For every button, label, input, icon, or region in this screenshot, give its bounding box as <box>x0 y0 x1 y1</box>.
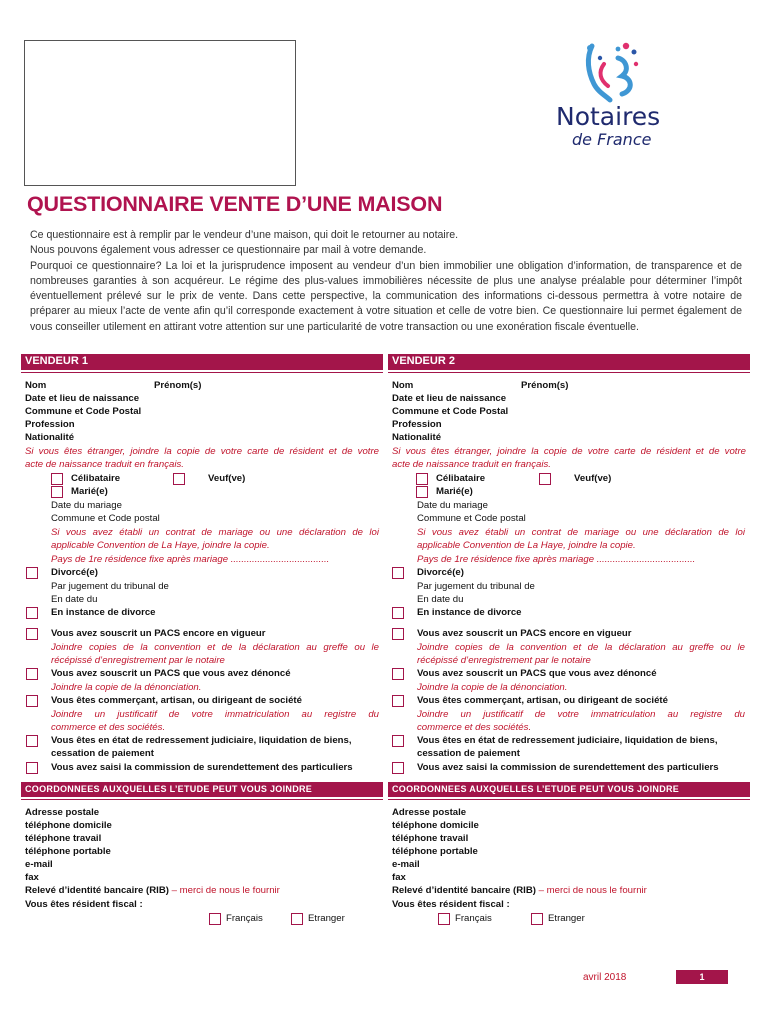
pacs-denonce-label: Vous avez souscrit un PACS que vous avez dénoncé <box>417 668 657 679</box>
intro-text <box>30 228 742 335</box>
intro-paragraph: Nous pouvons également vous adresser ce questionnaire par mail à votre demande. <box>30 244 427 257</box>
commune-field[interactable]: Commune et Code Postal <box>392 406 509 417</box>
rib-line <box>392 885 647 897</box>
pacs-label: Vous avez souscrit un PACS encore en vigueur <box>51 628 266 639</box>
commercant-label: Vous êtes commerçant, artisan, ou dirigeant de société <box>417 695 668 706</box>
jugement-field[interactable]: Par jugement du tribunal de <box>51 581 169 592</box>
tel-travail-field[interactable]: téléphone travail <box>392 833 469 844</box>
pacs-checkbox[interactable] <box>392 628 404 640</box>
celibataire-checkbox[interactable] <box>416 473 428 485</box>
tel-portable-field[interactable]: téléphone portable <box>25 846 111 857</box>
logo-figures-icon <box>548 40 698 110</box>
instance-divorce-label: En instance de divorce <box>51 607 156 618</box>
tel-domicile-field[interactable]: téléphone domicile <box>25 820 112 831</box>
surendettement-label: Vous avez saisi la commission de surendettement des particuliers <box>417 762 719 773</box>
instance-divorce-checkbox[interactable] <box>26 607 38 619</box>
intro-paragraph: Pourquoi ce questionnaire? La loi et la jurisprudence imposent au vendeur d’un bien immobilier une obligation d’information, de transparence et de nombreuses garanties à son acquéreur. Le régime des plus-values immobilières nécessite de plus une analyse préalable pour déterminer l’impôt éventuellement prélevé sur le prix de vente. Dans cette perspective, la communication des informations ci-dessous permettra à votre notaire de préparer au mieux l’acte de vente afin qu’il corresponde exactement à votre situation et celle de votre bien. Ce questionnaire lui permet également de vous conseiller utilement en attirant votre attention sur une particularité de votre transaction ou une exonération fiscale éventuelle. <box>30 259 742 333</box>
surendettement-checkbox[interactable] <box>392 762 404 774</box>
email-field[interactable]: e-mail <box>392 859 420 870</box>
rib-line <box>25 885 280 897</box>
surendettement-label: Vous avez saisi la commission de surendettement des particuliers <box>51 762 353 773</box>
instance-divorce-label: En instance de divorce <box>417 607 522 618</box>
divorce-label: Divorcé(e) <box>51 567 98 578</box>
francais-checkbox[interactable] <box>438 913 450 925</box>
commercant-note: Joindre un justificatif de votre immatriculation au registre du <box>417 709 745 720</box>
divorce-checkbox[interactable] <box>26 567 38 579</box>
profession-field[interactable]: Profession <box>392 419 442 430</box>
divorce-checkbox[interactable] <box>392 567 404 579</box>
pacs-denonce-label: Vous avez souscrit un PACS que vous avez dénoncé <box>51 668 291 679</box>
francais-checkbox[interactable] <box>209 913 221 925</box>
instance-divorce-checkbox[interactable] <box>392 607 404 619</box>
redressement-label: Vous êtes en état de redressement judiciaire, liquidation de biens, <box>51 735 352 746</box>
pacs-denonce-note: Joindre la copie de la dénonciation. <box>417 682 568 693</box>
etranger-checkbox[interactable] <box>531 913 543 925</box>
coordonnees-header: COORDONNEES AUXQUELLES L’ETUDE PEUT VOUS JOINDRE <box>388 782 750 797</box>
celibataire-label: Célibataire <box>71 473 121 484</box>
etranger-note: Si vous êtes étranger, joindre la copie de votre carte de résident et de votre <box>392 446 746 457</box>
tel-portable-field[interactable]: téléphone portable <box>392 846 478 857</box>
commercant-note: commerce et des sociétés. <box>417 722 532 733</box>
vendeur-header: VENDEUR 2 <box>388 354 750 370</box>
commercant-note: Joindre un justificatif de votre immatriculation au registre du <box>51 709 379 720</box>
divider <box>388 372 750 373</box>
stamp-box <box>24 40 296 186</box>
en-date-field[interactable]: En date du <box>417 594 464 605</box>
residence-field[interactable]: Pays de 1re résidence fixe après mariage ..................................... <box>417 554 696 565</box>
nationalite-field[interactable]: Nationalité <box>25 432 75 443</box>
adresse-field[interactable]: Adresse postale <box>25 807 100 818</box>
pacs-note: récépissé d’enregistrement par le notaire <box>417 655 591 666</box>
commune-cp-field[interactable]: Commune et Code postal <box>51 513 160 524</box>
notaires-de-france-logo <box>548 40 698 160</box>
date-mariage-field[interactable]: Date du mariage <box>417 500 488 511</box>
pacs-denonce-checkbox[interactable] <box>392 668 404 680</box>
nom-field[interactable]: Nom <box>25 380 47 391</box>
pacs-note: récépissé d’enregistrement par le notaire <box>51 655 225 666</box>
commercant-checkbox[interactable] <box>26 695 38 707</box>
pacs-denonce-checkbox[interactable] <box>26 668 38 680</box>
adresse-field[interactable]: Adresse postale <box>392 807 467 818</box>
pacs-denonce-note: Joindre la copie de la dénonciation. <box>51 682 202 693</box>
coordonnees-header: COORDONNEES AUXQUELLES L’ETUDE PEUT VOUS JOINDRE <box>21 782 383 797</box>
resident-fiscal-label: Vous êtes résident fiscal : <box>25 899 143 910</box>
logo-text-notaires: Notaires <box>556 102 661 131</box>
marie-label: Marié(e) <box>436 486 473 497</box>
prenom-field[interactable]: Prénom(s) <box>154 380 202 391</box>
redressement-checkbox[interactable] <box>26 735 38 747</box>
surendettement-checkbox[interactable] <box>26 762 38 774</box>
etranger-note: acte de naissance traduit en français. <box>392 459 551 470</box>
redressement-label: cessation de paiement <box>417 748 520 759</box>
marie-label: Marié(e) <box>71 486 108 497</box>
veuf-label: Veuf(ve) <box>208 473 246 484</box>
redressement-label: cessation de paiement <box>51 748 154 759</box>
date-mariage-field[interactable]: Date du mariage <box>51 500 122 511</box>
commercant-checkbox[interactable] <box>392 695 404 707</box>
etranger-label: Etranger <box>548 913 585 924</box>
rib-label: Relevé d’identité bancaire (RIB) <box>392 885 536 896</box>
pacs-checkbox[interactable] <box>26 628 38 640</box>
pacs-note: Joindre copies de la convention et de la déclaration au greffe ou le <box>417 642 745 653</box>
francais-label: Français <box>455 913 492 924</box>
marie-checkbox[interactable] <box>416 486 428 498</box>
contrat-note: Si vous avez établi un contrat de mariage ou une déclaration de loi <box>417 527 745 538</box>
prenom-field[interactable]: Prénom(s) <box>521 380 569 391</box>
contrat-note: applicable Convention de La Haye, joindre la copie. <box>51 540 270 551</box>
commune-field[interactable]: Commune et Code Postal <box>25 406 142 417</box>
rib-note: – merci de nous le fournir <box>168 885 280 896</box>
etranger-note: Si vous êtes étranger, joindre la copie de votre carte de résident et de votre <box>25 446 379 457</box>
etranger-label: Etranger <box>308 913 345 924</box>
divider <box>21 799 383 800</box>
veuf-label: Veuf(ve) <box>574 473 612 484</box>
naissance-field[interactable]: Date et lieu de naissance <box>392 393 507 404</box>
jugement-field[interactable]: Par jugement du tribunal de <box>417 581 535 592</box>
resident-fiscal-label: Vous êtes résident fiscal : <box>392 899 510 910</box>
commercant-label: Vous êtes commerçant, artisan, ou dirigeant de société <box>51 695 302 706</box>
pacs-label: Vous avez souscrit un PACS encore en vigueur <box>417 628 632 639</box>
profession-field[interactable]: Profession <box>25 419 75 430</box>
commercant-note: commerce et des sociétés. <box>51 722 166 733</box>
email-field[interactable]: e-mail <box>25 859 53 870</box>
tel-travail-field[interactable]: téléphone travail <box>25 833 102 844</box>
divider <box>21 372 383 373</box>
divorce-label: Divorcé(e) <box>417 567 464 578</box>
rib-note: – merci de nous le fournir <box>535 885 647 896</box>
intro-paragraph: Ce questionnaire est à remplir par le vendeur d’une maison, qui doit le retourner au notaire. <box>30 229 459 241</box>
etranger-checkbox[interactable] <box>291 913 303 925</box>
redressement-checkbox[interactable] <box>392 735 404 747</box>
nom-field[interactable]: Nom <box>392 380 414 391</box>
veuf-checkbox[interactable] <box>173 473 185 485</box>
page-title: QUESTIONNAIRE VENTE D’UNE MAISON <box>27 192 443 216</box>
logo-text-de-france: de France <box>572 130 652 149</box>
en-date-field[interactable]: En date du <box>51 594 98 605</box>
naissance-field[interactable]: Date et lieu de naissance <box>25 393 140 404</box>
fax-field[interactable]: fax <box>392 872 406 883</box>
veuf-checkbox[interactable] <box>539 473 551 485</box>
marie-checkbox[interactable] <box>51 486 63 498</box>
divider <box>388 799 750 800</box>
tel-domicile-field[interactable]: téléphone domicile <box>392 820 479 831</box>
celibataire-checkbox[interactable] <box>51 473 63 485</box>
contrat-note: Si vous avez établi un contrat de mariage ou une déclaration de loi <box>51 527 379 538</box>
francais-label: Français <box>226 913 263 924</box>
celibataire-label: Célibataire <box>436 473 486 484</box>
commune-cp-field[interactable]: Commune et Code postal <box>417 513 526 524</box>
fax-field[interactable]: fax <box>25 872 39 883</box>
rib-label: Relevé d’identité bancaire (RIB) <box>25 885 169 896</box>
contrat-note: applicable Convention de La Haye, joindre la copie. <box>417 540 636 551</box>
vendeur-header: VENDEUR 1 <box>21 354 383 370</box>
footer-date: avril 2018 <box>583 972 627 983</box>
page-number: 1 <box>676 970 728 984</box>
etranger-note: acte de naissance traduit en français. <box>25 459 184 470</box>
nationalite-field[interactable]: Nationalité <box>392 432 442 443</box>
residence-field[interactable]: Pays de 1re résidence fixe après mariage ..................................... <box>51 554 330 565</box>
pacs-note: Joindre copies de la convention et de la déclaration au greffe ou le <box>51 642 379 653</box>
redressement-label: Vous êtes en état de redressement judiciaire, liquidation de biens, <box>417 735 718 746</box>
